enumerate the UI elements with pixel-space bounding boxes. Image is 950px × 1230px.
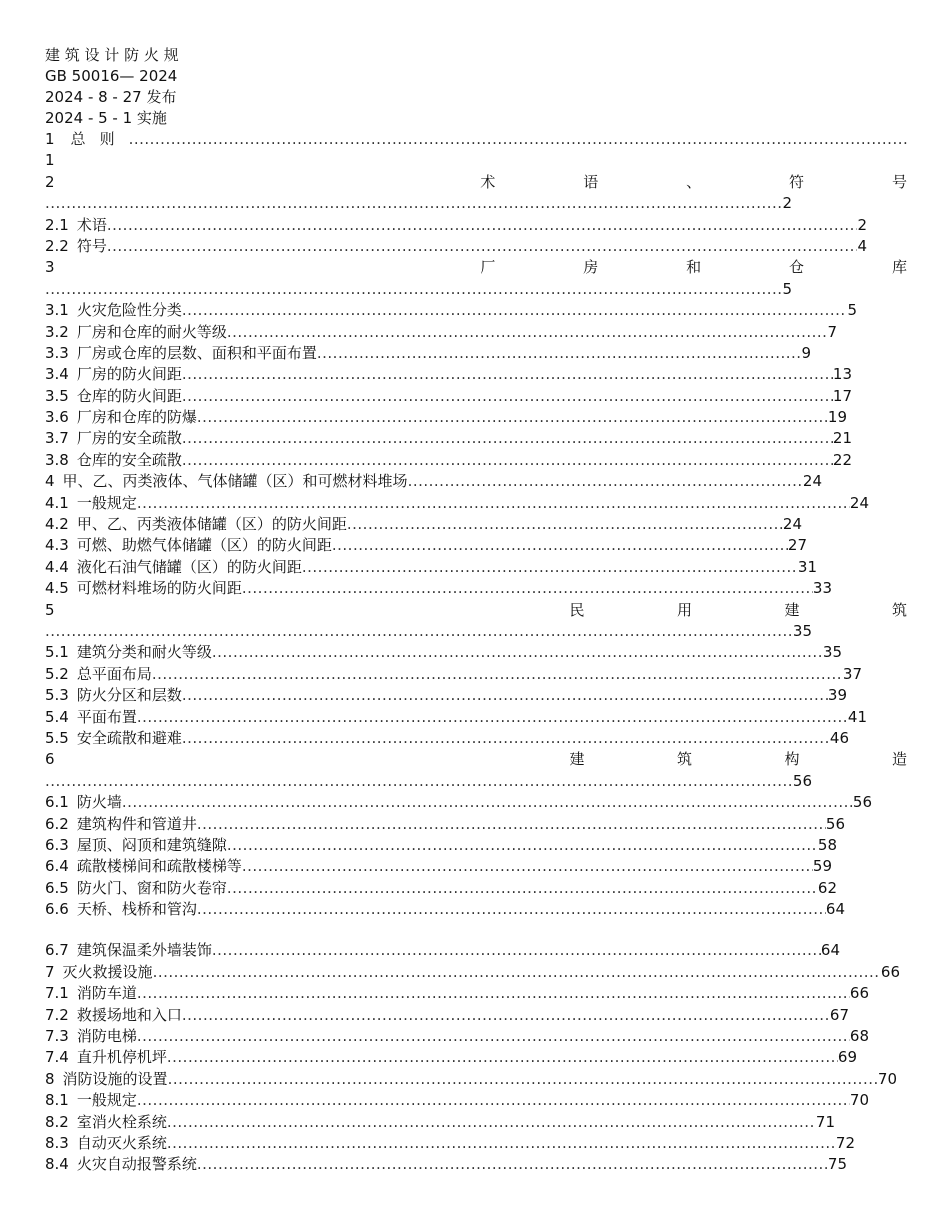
toc-entry-page: 56 [825, 814, 845, 833]
toc-entry [45, 856, 907, 877]
toc-entry-page: 4 [857, 236, 867, 255]
toc-entry-number: 7 [45, 962, 55, 981]
toc-entry [45, 407, 907, 428]
toc-entry-title: 甲、乙、丙类液体储罐（区）的防火间距 [76, 515, 347, 534]
toc-entry-page: 9 [801, 343, 811, 362]
toc-entry-title-char: 建 [569, 750, 585, 769]
toc-entry-page: 59 [812, 857, 832, 876]
dot-leader [182, 1005, 830, 1026]
toc-entry-number: 3.2 [45, 322, 69, 341]
toc-entry-label [45, 1090, 137, 1111]
toc-entry-title-char: 构 [784, 750, 800, 769]
toc-entry [45, 428, 907, 449]
toc-entry-title: 灭火救援设施 [62, 962, 153, 981]
toc-entry-title-char: 用 [676, 600, 692, 619]
toc-entry [45, 1154, 907, 1175]
toc-entry-label [45, 1069, 168, 1090]
dot-leader [212, 940, 821, 961]
toc-entry-number: 7.3 [45, 1027, 69, 1046]
toc-entry-label [45, 364, 182, 385]
dot-leader [227, 835, 818, 856]
toc-entry-title: 屋顶、闷顶和建筑缝隙 [76, 835, 227, 854]
toc-entry-title-char: 术 [480, 172, 496, 191]
toc-entry-title: 一般规定 [76, 493, 137, 512]
toc-entry-label [45, 940, 212, 961]
toc-entry-title: 可燃、助燃气体储罐（区）的防火间距 [76, 536, 332, 555]
toc-entry-number: 5.5 [45, 728, 69, 747]
toc-entry-page-line [45, 771, 907, 792]
toc-entry-number: 4.5 [45, 579, 69, 598]
dot-leader [152, 664, 843, 685]
standard-code: GB 50016— 2024 [45, 67, 178, 85]
dot-leader [122, 792, 853, 813]
toc-entry-number: 8.2 [45, 1112, 69, 1131]
toc-entry [45, 962, 907, 983]
toc-entry-number: 4 [45, 472, 55, 491]
toc-entry-number: 6.2 [45, 814, 69, 833]
toc-entry [45, 749, 907, 770]
toc-entry-title: 厂房的安全疏散 [76, 429, 182, 448]
dot-leader [242, 578, 813, 599]
toc-entry-page: 68 [849, 1027, 869, 1046]
dot-leader [302, 557, 798, 578]
dot-leader [212, 642, 823, 663]
toc-entry-number: 3.8 [45, 450, 69, 469]
toc-entry [45, 1090, 907, 1111]
dot-leader [197, 407, 828, 428]
toc-entry-number: 3.3 [45, 343, 69, 362]
dot-leader [168, 1069, 878, 1090]
document-title: 建 筑 设 计 防 火 规 [45, 46, 179, 64]
toc-entry [45, 685, 907, 706]
toc-entry-title: 直升机停机坪 [76, 1048, 167, 1067]
toc-entry-title-char: 库 [891, 258, 907, 277]
dot-leader [137, 983, 850, 1004]
toc-entry-label [45, 557, 302, 578]
toc-entry [45, 514, 907, 535]
toc-entry-page: 5 [782, 279, 792, 298]
toc-entry [45, 322, 907, 343]
toc-entry-page: 24 [849, 493, 869, 512]
toc-entry-number: 5.1 [45, 643, 69, 662]
toc-entry-number: 3.6 [45, 408, 69, 427]
dot-leader [137, 1026, 850, 1047]
toc-entry-number: 3.4 [45, 365, 69, 384]
toc-entry-page: 35 [792, 621, 812, 640]
toc-entry-label [45, 728, 182, 749]
toc-entry [45, 1069, 907, 1090]
toc-entry-number: 6 [45, 750, 55, 769]
dot-leader [197, 1154, 828, 1175]
toc-entry-title-char: 总 [70, 130, 86, 148]
toc-entry-page-line [45, 193, 907, 214]
toc-entry-title: 安全疏散和避难 [76, 728, 182, 747]
toc-entry-label [45, 236, 107, 257]
toc-entry-label [45, 856, 242, 877]
toc-entry [45, 300, 907, 321]
toc-entry-page: 67 [829, 1005, 849, 1024]
toc-entry-title-char: 仓 [789, 258, 805, 277]
dot-leader [317, 343, 802, 364]
toc-entry-page: 70 [849, 1091, 869, 1110]
toc-entry [45, 535, 907, 556]
toc-entry-page: 13 [832, 365, 852, 384]
toc-entry-title: 建筑保温柔外墙装饰 [76, 941, 212, 960]
toc-entry-number: 8.1 [45, 1091, 69, 1110]
toc-entry-title: 平面布置 [76, 707, 137, 726]
effective-date: 2024 - 5 - 1 实施 [45, 109, 167, 127]
toc-entry-title: 可燃材料堆场的防火间距 [76, 579, 242, 598]
spacer [142, 172, 392, 193]
toc-entry-title-char: 则 [99, 130, 115, 148]
toc-entry-title-char: 语 [583, 172, 599, 191]
toc-entry-label [45, 1154, 197, 1175]
toc-entry-label [45, 386, 182, 407]
toc-entry-page-line [45, 150, 907, 171]
dot-leader [107, 236, 858, 257]
toc-entry-title-char: 民 [569, 600, 585, 619]
toc-entry-title: 防火分区和层数 [76, 686, 182, 705]
dot-leader [197, 814, 826, 835]
dot-leader [242, 856, 813, 877]
toc-entry-title-char: 建 [784, 600, 800, 619]
toc-entry-number: 6.5 [45, 878, 69, 897]
toc-entry-page: 1 [45, 151, 55, 170]
toc-entry-label [45, 407, 197, 428]
toc-entry [45, 364, 907, 385]
toc-entry [45, 814, 907, 835]
toc-entry [45, 899, 907, 920]
toc-entry-label [45, 129, 129, 150]
toc-entry-page: 2 [857, 215, 867, 234]
toc-entry-number: 7.2 [45, 1005, 69, 1024]
issue-date: 2024 - 8 - 27 发布 [45, 88, 177, 106]
toc-entry-number: 6.6 [45, 900, 69, 919]
dot-leader [197, 899, 826, 920]
toc-entry-title: 消防电梯 [76, 1027, 137, 1046]
spacer [147, 749, 477, 770]
toc-entry-title: 术语 [76, 215, 107, 234]
toc-entry-number: 8.4 [45, 1155, 69, 1174]
toc-entry-label [45, 664, 152, 685]
toc-entry [45, 493, 907, 514]
toc-entry-title: 总平面布局 [76, 664, 152, 683]
toc-entry-number: 1 [45, 130, 55, 148]
toc-entry-page: 2 [782, 194, 792, 213]
dot-leader [182, 300, 848, 321]
toc-entry-label [45, 835, 227, 856]
toc-entry-title: 消防设施的设置 [62, 1069, 168, 1088]
toc-entry-number: 7.4 [45, 1048, 69, 1067]
toc-entry-title: 液化石油气储罐（区）的防火间距 [76, 557, 302, 576]
dot-leader [137, 707, 848, 728]
toc-entry [45, 471, 907, 492]
toc-entry-page: 21 [832, 429, 852, 448]
dot-leader [408, 471, 803, 492]
toc-entry-title: 甲、乙、丙类液体、气体储罐（区）和可燃材料堆场 [62, 472, 408, 491]
toc-entry-label [45, 322, 227, 343]
toc-entry-title: 一般规定 [76, 1091, 137, 1110]
toc-entry-number: 3.7 [45, 429, 69, 448]
toc-entry-page: 17 [832, 386, 852, 405]
toc-entry-label [45, 1133, 167, 1154]
toc-entry-label [45, 642, 212, 663]
spacer [142, 257, 392, 278]
toc-entry-title-char: 造 [891, 750, 907, 769]
toc-entry [45, 707, 907, 728]
toc-entry-title: 救援场地和入口 [76, 1005, 182, 1024]
toc-entry-title-char: 、 [686, 172, 702, 191]
toc-entry-title: 建筑分类和耐火等级 [76, 643, 212, 662]
dot-leader [182, 428, 833, 449]
toc-entry [45, 557, 907, 578]
toc-entry [45, 172, 907, 193]
toc-entry-label [45, 300, 182, 321]
toc-entry-page: 58 [817, 835, 837, 854]
toc-entry-label [45, 343, 317, 364]
toc-entry [45, 1047, 907, 1068]
toc-entry-page: 62 [817, 878, 837, 897]
toc-entry-page: 72 [835, 1133, 855, 1152]
toc-entry-page: 66 [880, 962, 900, 981]
toc-entry [45, 835, 907, 856]
toc-entry-label [45, 215, 107, 236]
toc-entry-label [45, 471, 408, 492]
toc-entry-label [45, 514, 347, 535]
toc-entry-title-char: 号 [891, 172, 907, 191]
toc-entry-title: 厂房和仓库的耐火等级 [76, 322, 227, 341]
dot-leader [332, 535, 788, 556]
toc-entry-number: 4.4 [45, 557, 69, 576]
dot-leader [45, 279, 782, 300]
toc-entry-number: 2.1 [45, 215, 69, 234]
toc-entry [45, 728, 907, 749]
toc-entry-label [45, 1026, 137, 1047]
toc-entry-title: 室消火栓系统 [76, 1112, 167, 1131]
toc-entry-title: 厂房的防火间距 [76, 365, 182, 384]
dot-leader [167, 1112, 816, 1133]
toc-entry-title: 防火门、窗和防火卷帘 [76, 878, 227, 897]
toc-entry-page: 24 [782, 515, 802, 534]
dot-leader [137, 493, 850, 514]
toc-entry-title-char: 厂 [480, 258, 496, 277]
toc-entry [45, 664, 907, 685]
dot-leader [182, 364, 833, 385]
toc-entry-number: 8 [45, 1069, 55, 1088]
toc-entry [45, 578, 907, 599]
toc-entry-number: 4.1 [45, 493, 69, 512]
toc-entry-page-line [45, 279, 907, 300]
toc-entry [45, 343, 907, 364]
toc-entry-title: 厂房和仓库的防爆 [76, 408, 197, 427]
toc-entry-title-char: 和 [686, 258, 702, 277]
toc-entry-number: 4.3 [45, 536, 69, 555]
toc-entry-title-char: 符 [789, 172, 805, 191]
toc-entry-page: 56 [852, 793, 872, 812]
toc-entry-title: 仓库的安全疏散 [76, 450, 182, 469]
toc-entry-title: 仓库的防火间距 [76, 386, 182, 405]
toc-entry [45, 600, 907, 621]
toc-entry-number: 6.3 [45, 835, 69, 854]
toc-entry [45, 1133, 907, 1154]
toc-entry-label [45, 983, 137, 1004]
dot-leader [153, 962, 881, 983]
toc-entry-label [45, 1112, 167, 1133]
toc-entry-title: 火灾自动报警系统 [76, 1155, 197, 1174]
toc-entry-page: 70 [877, 1069, 897, 1088]
toc-entry-label [45, 685, 182, 706]
toc-entry-label [45, 428, 182, 449]
toc-entry-title: 防火墙 [76, 793, 122, 812]
toc-entry-label [45, 792, 122, 813]
toc-entry-page: 19 [827, 408, 847, 427]
dot-leader [182, 685, 828, 706]
toc-entry-label [45, 493, 137, 514]
toc-entry-label [45, 814, 197, 835]
toc-entry [45, 450, 907, 471]
toc-entry-title: 建筑构件和管道井 [76, 814, 197, 833]
toc-entry-page: 27 [787, 536, 807, 555]
toc-entry [45, 257, 907, 278]
toc-entry-page: 46 [829, 728, 849, 747]
dot-leader [107, 215, 858, 236]
toc-entry-number: 5 [45, 600, 55, 619]
dot-leader [347, 514, 783, 535]
toc-entry-page: 37 [842, 664, 862, 683]
toc-entry-number: 3.1 [45, 301, 69, 320]
toc-entry-page-line [45, 621, 907, 642]
toc-entry-label [45, 878, 227, 899]
toc-entry-page: 64 [825, 900, 845, 919]
toc-entry-label [45, 962, 153, 983]
toc-entry-title-char: 筑 [676, 750, 692, 769]
toc-entry-number: 2 [45, 172, 55, 191]
toc-entry-page: 24 [802, 472, 822, 491]
toc-entry [45, 1005, 907, 1026]
toc-entry-page: 75 [827, 1155, 847, 1174]
dot-leader [45, 621, 793, 642]
toc-entry-page: 7 [827, 322, 837, 341]
toc-entry-page: 35 [822, 643, 842, 662]
dot-leader [129, 129, 907, 150]
toc-entry-number: 6.7 [45, 941, 69, 960]
toc-entry-label [45, 535, 332, 556]
toc-entry-label [45, 707, 137, 728]
toc-entry-label [45, 899, 197, 920]
toc-entry [45, 386, 907, 407]
toc-entry-number: 5.3 [45, 686, 69, 705]
dot-leader [45, 193, 782, 214]
dot-leader [167, 1047, 838, 1068]
toc-entry [45, 940, 907, 961]
toc-entry [45, 236, 907, 257]
table-of-contents [45, 129, 907, 1176]
toc-entry-title: 火灾危险性分类 [76, 301, 182, 320]
toc-entry-title-char: 房 [583, 258, 599, 277]
toc-entry [45, 1026, 907, 1047]
toc-entry-title: 厂房或仓库的层数、面积和平面布置 [76, 343, 317, 362]
dot-leader [167, 1133, 836, 1154]
toc-entry-page: 39 [827, 686, 847, 705]
toc-entry [45, 792, 907, 813]
toc-entry [45, 878, 907, 899]
toc-entry-label [45, 578, 242, 599]
toc-entry [45, 983, 907, 1004]
toc-entry-number: 3.5 [45, 386, 69, 405]
toc-entry-number: 2.2 [45, 236, 69, 255]
toc-entry-page: 22 [832, 450, 852, 469]
toc-entry-title: 符号 [76, 236, 107, 255]
dot-leader [137, 1090, 850, 1111]
toc-entry-number: 7.1 [45, 984, 69, 1003]
toc-entry-label [45, 1047, 167, 1068]
toc-entry-number: 4.2 [45, 515, 69, 534]
toc-entry-title: 消防车道 [76, 984, 137, 1003]
toc-entry-number: 6.1 [45, 793, 69, 812]
toc-entry-number: 3 [45, 258, 55, 277]
toc-entry-title: 天桥、栈桥和管沟 [76, 900, 197, 919]
toc-entry [45, 129, 907, 150]
spacer [147, 600, 477, 621]
toc-entry-number: 5.4 [45, 707, 69, 726]
toc-entry-page: 5 [847, 301, 857, 320]
document-page [45, 45, 907, 1176]
dot-leader [45, 771, 793, 792]
toc-entry-page: 64 [820, 941, 840, 960]
toc-entry-number: 5.2 [45, 664, 69, 683]
toc-entry-label [45, 450, 182, 471]
toc-entry-page: 41 [847, 707, 867, 726]
toc-entry-title: 自动灭火系统 [76, 1133, 167, 1152]
toc-entry-label [45, 1005, 182, 1026]
toc-entry [45, 642, 907, 663]
toc-entry [45, 215, 907, 236]
toc-entry-title: 疏散楼梯间和疏散楼梯等 [76, 857, 242, 876]
dot-leader [227, 322, 828, 343]
toc-entry-page: 33 [812, 579, 832, 598]
toc-entry-page: 56 [792, 771, 812, 790]
toc-entry-number: 8.3 [45, 1133, 69, 1152]
dot-leader [227, 878, 818, 899]
dot-leader [182, 450, 833, 471]
dot-leader [182, 728, 830, 749]
toc-entry-title-char: 筑 [891, 600, 907, 619]
dot-leader [182, 386, 833, 407]
toc-entry-page: 71 [815, 1112, 835, 1131]
toc-entry-page: 69 [837, 1048, 857, 1067]
toc-entry-page: 66 [849, 984, 869, 1003]
toc-entry-number: 6.4 [45, 857, 69, 876]
toc-entry [45, 1112, 907, 1133]
toc-entry-page: 31 [797, 557, 817, 576]
